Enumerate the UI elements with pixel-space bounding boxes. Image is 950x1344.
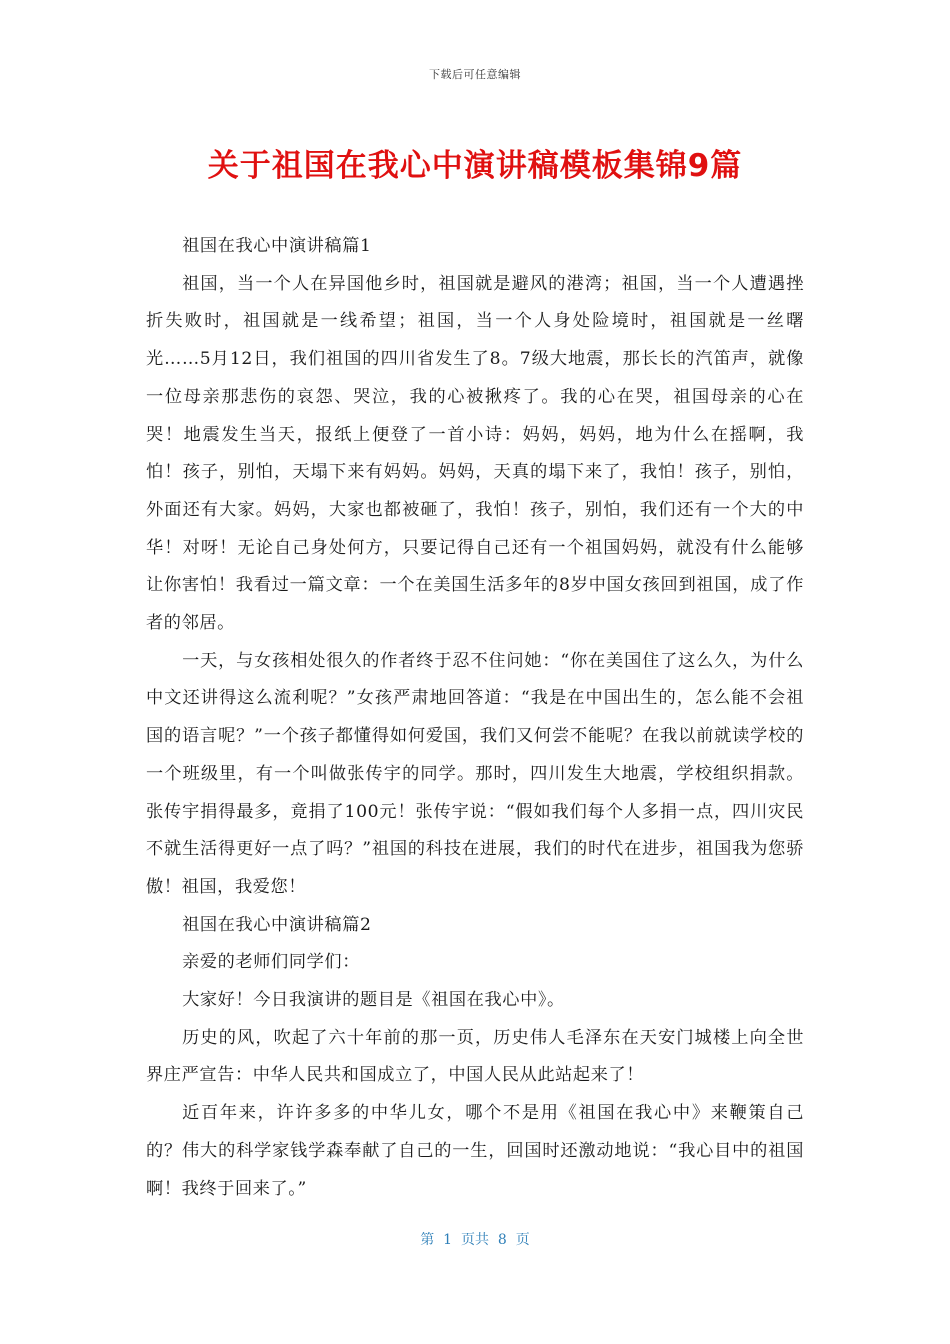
document-title: 关于祖国在我心中演讲稿模板集锦9篇 (207, 148, 743, 184)
paragraph: 大家好！今日我演讲的题目是《祖国在我心中》。 (182, 990, 565, 1011)
paragraph: 祖国，当一个人在异国他乡时，祖国就是避风的港湾；祖国，当一个人遭遇挫折失败时，祖国就是一线希望；祖国，当一个人身处险境时，祖国就是一丝曙光……5月12日，我们祖国的四川省发生了8。7级大地震，那长长的汽笛声，就像一位母亲那悲伤的哀怨、哭泣，我的心被揪疼了。我的心在哭，祖国母亲的心在哭！地震发生当天，报纸上便登了一首小诗：妈妈，妈妈，地为什么在摇啊，我怕！孩子，别怕，天塌下来有妈妈。妈妈，天真的塌下来了，我怕！孩子，别怕，外面还有大家。妈妈，大家也都被砸了，我怕！孩子，别怕，我们还有一个大的中华！对呀！无论自己身处何方，只要记得自己还有一个祖国妈妈，就没有什么能够让你害怕！我看过一篇文章：一个在美国生活多年的8岁中国女孩回到祖国，成了作者的邻居。 (146, 273, 804, 634)
paragraph: 近百年来，许许多多的中华儿女，哪个不是用《祖国在我心中》来鞭策自己的？伟大的科学家钱学森奉献了自己的一生，回国时还激动地说：“我心目中的祖国啊！我终于回来了。” (146, 1103, 804, 1199)
paragraph: 一天，与女孩相处很久的作者终于忍不住问她：“你在美国住了这么久，为什么中文还讲得这么流利呢？”女孩严肃地回答道：“我是在中国出生的，怎么能不会祖国的语言呢？”一个孩子都懂得如何爱国，我们又何尝不能呢？在我以前就读学校的一个班级里，有一个叫做张传宇的同学。那时，四川发生大地震，学校组织捐款。张传宇捐得最多，竟捐了100元！张传宇说：“假如我们每个人多捐一点，四川灾民不就生活得更好一点了吗？”祖国的科技在进展，我们的时代在进步，祖国我为您骄傲！祖国，我爱您！ (146, 650, 804, 897)
section-heading: 祖国在我心中演讲稿篇1 (182, 236, 372, 256)
paragraph: 历史的风，吹起了六十年前的那一页，历史伟人毛泽东在天安门城楼上向全世界庄严宣告：中华人民共和国成立了，中国人民从此站起来了！ (146, 1027, 804, 1086)
salutation: 亲爱的老师们同学们： (182, 952, 360, 973)
section-heading: 祖国在我心中演讲稿篇2 (182, 914, 372, 935)
page-number-footer: 第 1 页共 8 页 (420, 1232, 530, 1248)
document-body (146, 228, 804, 1208)
page-header: 下载后可任意编辑 (429, 68, 521, 81)
